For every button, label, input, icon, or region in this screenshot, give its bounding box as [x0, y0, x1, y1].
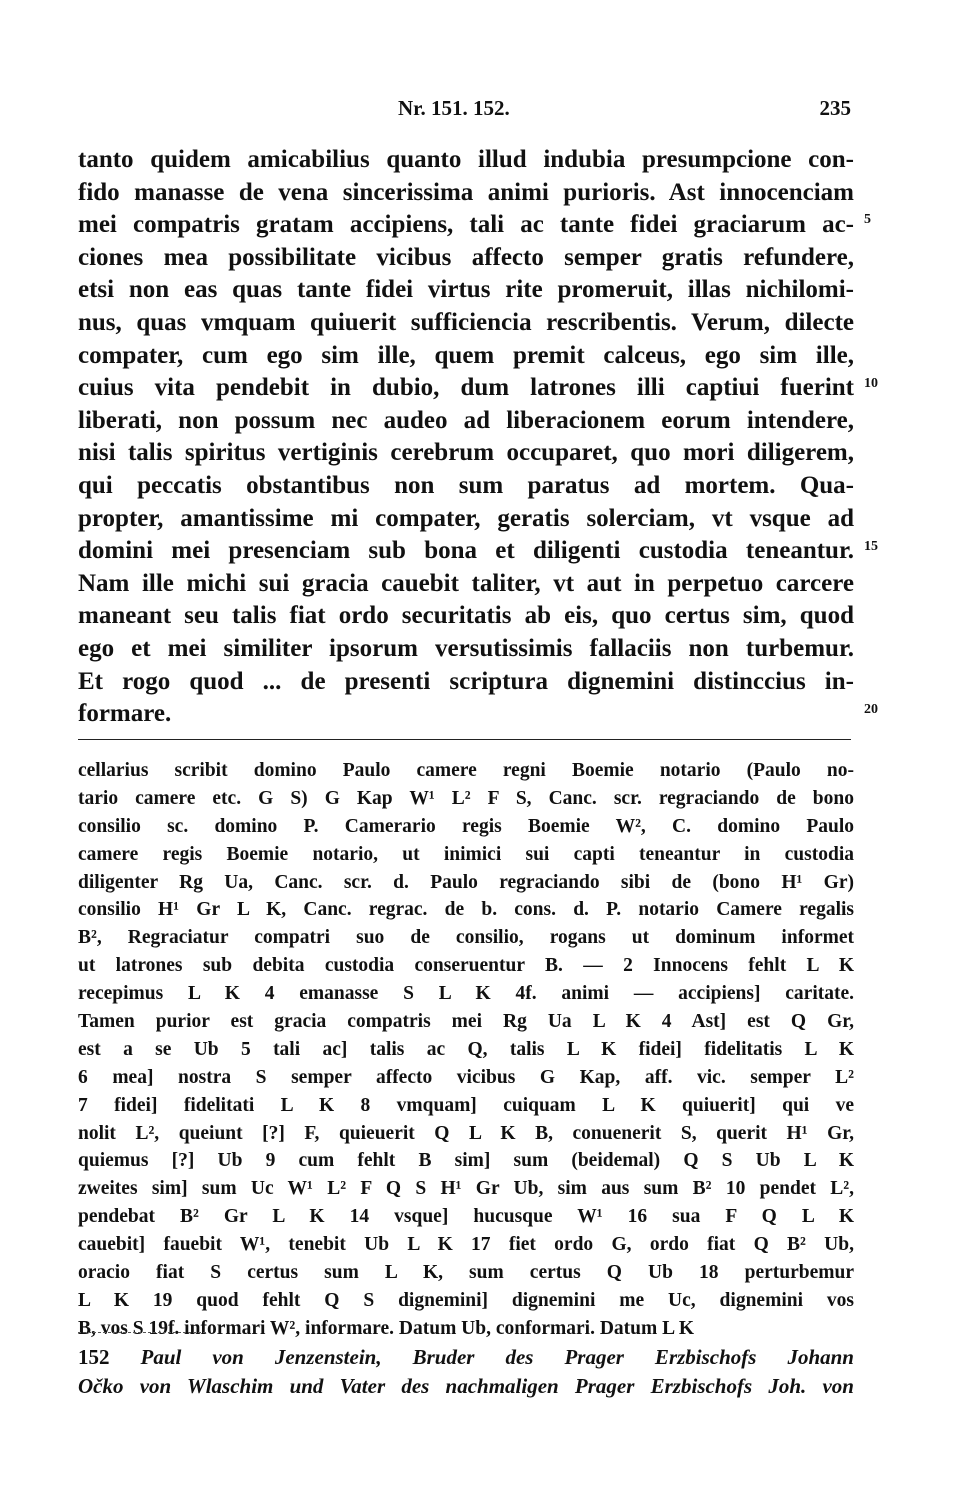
- text-line: qui peccatis obstantibus non sum paratus ad mortem. Qua-: [78, 471, 854, 499]
- text-line: propter, amantissime mi compater, geratis solerciam, vt vsque ad: [78, 504, 854, 532]
- line-number-15: 15: [864, 539, 878, 554]
- critical-apparatus: [78, 757, 854, 1343]
- apparatus-line: 6 mea] nostra S semper affecto vicibus G Kap, aff. vic. semper L²: [78, 1066, 854, 1088]
- text-line: fido manasse de vena sincerissima animi purioris. Ast innocenciam: [78, 178, 854, 206]
- page-number: 235: [819, 96, 851, 120]
- page-header: [78, 96, 851, 126]
- line-number-10: 10: [864, 376, 878, 391]
- text-line: cuius vita pendebit in dubio, dum latrones illi captiui fuerint: [78, 374, 854, 402]
- text-line: tanto quidem amicabilius quanto illud indubia presumpcione con-: [78, 146, 854, 173]
- text-line: nisi talis spiritus vertiginis cerebrum occuparet, quo mori diligerem,: [78, 439, 854, 467]
- line-number-5: 5: [864, 212, 871, 227]
- text-line: Et rogo quod ... de presenti scriptura dignemini distinccius in-: [78, 667, 854, 695]
- apparatus-line: zweites sim] sum Uc W¹ L² F Q S H¹ Gr Ub, sim aus sum B² 10 pendet L²,: [78, 1178, 854, 1200]
- line-number-20: 20: [864, 702, 878, 717]
- apparatus-line: consilio sc. domino P. Camerario regis Boemie W², C. domino Paulo: [78, 815, 854, 837]
- text-line: etsi non eas quas tante fidei virtus rite promeruit, illas nichilomi-: [78, 276, 854, 304]
- main-text-block: [78, 144, 878, 731]
- apparatus-line: Tamen purior est gracia compatris mei Rg Ua L K 4 Ast] est Q Gr,: [78, 1011, 854, 1033]
- apparatus-line: tario camere etc. G S) G Kap W¹ L² F S, Canc. scr. regraciando de bono: [78, 787, 854, 809]
- apparatus-line: B², Regraciatur compatri suo de consilio, rogans ut dominum informet: [78, 927, 854, 949]
- document-heading-line: Očko von Wlaschim und Vater des nachmaligen Prager Erzbischofs Joh. von: [78, 1374, 854, 1398]
- text-line: liberati, non possum nec audeo ad liberacionem eorum intendere,: [78, 406, 854, 434]
- apparatus-line: cellarius scribit domino Paulo camere regni Boemie notario (Paulo no-: [78, 760, 854, 781]
- text-line: compater, cum ego sim ille, quem premit calceus, ego sim ille,: [78, 341, 854, 369]
- apparatus-line: 7 fidei] fidelitati L K 8 vmquam] cuiquam L K quiuerit] qui ve: [78, 1094, 854, 1116]
- apparatus-divider: [78, 739, 851, 740]
- apparatus-line: nolit L², queiunt [?] F, quieuerit Q L K B, conuenerit S, querit H¹ Gr,: [78, 1122, 854, 1144]
- text-line: nus, quas vmquam quiuerit sufficiencia rescribentis. Verum, dilecte: [78, 308, 854, 336]
- document-number: 152: [78, 1345, 110, 1369]
- next-document-heading: [78, 1343, 854, 1401]
- document-heading-text: Paul von Jenzenstein, Bruder des Prager Erzbischofs Johann: [140, 1345, 854, 1369]
- apparatus-line: L K 19 quod fehlt Q S dignemini] dignemini me Uc, dignemini vos: [78, 1289, 854, 1311]
- document-heading-line: [78, 1343, 854, 1372]
- apparatus-line: pendebat B² Gr L K 14 vsque] hucusque W¹ 16 sua F Q L K: [78, 1206, 854, 1228]
- text-line: ego et mei similiter ipsorum versutissimis fallaciis non turbemur.: [78, 634, 854, 662]
- text-line: mei compatris gratam accipiens, tali ac tante fidei graciarum ac-: [78, 211, 854, 239]
- text-line: ciones mea possibilitate vicibus affecto semper gratis refundere,: [78, 243, 854, 271]
- text-line: domini mei presenciam sub bona et diligenti custodia teneantur.: [78, 537, 854, 565]
- section-divider: [78, 1332, 206, 1333]
- apparatus-line: camere regis Boemie notario, ut inimici sui capti teneantur in custodia: [78, 843, 854, 865]
- apparatus-line: oracio fiat S certus sum L K, sum certus Q Ub 18 perturbemur: [78, 1262, 854, 1284]
- text-line: formare.: [78, 700, 172, 728]
- running-title: Nr. 151. 152.: [398, 96, 510, 120]
- text-line: Nam ille michi sui gracia cauebit taliter, vt aut in perpetuo carcere: [78, 569, 854, 597]
- apparatus-line: B, vos S 19f. informari W², informare. Datum Ub, conformari. Datum L K: [78, 1317, 695, 1339]
- apparatus-line: est a se Ub 5 tali ac] talis ac Q, talis L K fidei] fidelitatis L K: [78, 1038, 854, 1060]
- apparatus-line: diligenter Rg Ua, Canc. scr. d. Paulo regraciando sibi de (bono H¹ Gr): [78, 871, 854, 893]
- apparatus-line: consilio H¹ Gr L K, Canc. regrac. de b. cons. d. P. notario Camere regalis: [78, 899, 854, 921]
- text-line: maneant seu talis fiat ordo securitatis ab eis, quo certus sim, quod: [78, 602, 854, 630]
- apparatus-line: cauebit] fauebit W¹, tenebit Ub L K 17 fiet ordo G, ordo fiat Q B² Ub,: [78, 1234, 854, 1256]
- apparatus-line: ut latrones sub debita custodia conseruentur B. — 2 Innocens fehlt L K: [78, 955, 854, 977]
- apparatus-line: recepimus L K 4 emanasse S L K 4f. animi — accipiens] caritate.: [78, 983, 854, 1005]
- apparatus-line: quiemus [?] Ub 9 cum fehlt B sim] sum (beidemal) Q S Ub L K: [78, 1150, 854, 1172]
